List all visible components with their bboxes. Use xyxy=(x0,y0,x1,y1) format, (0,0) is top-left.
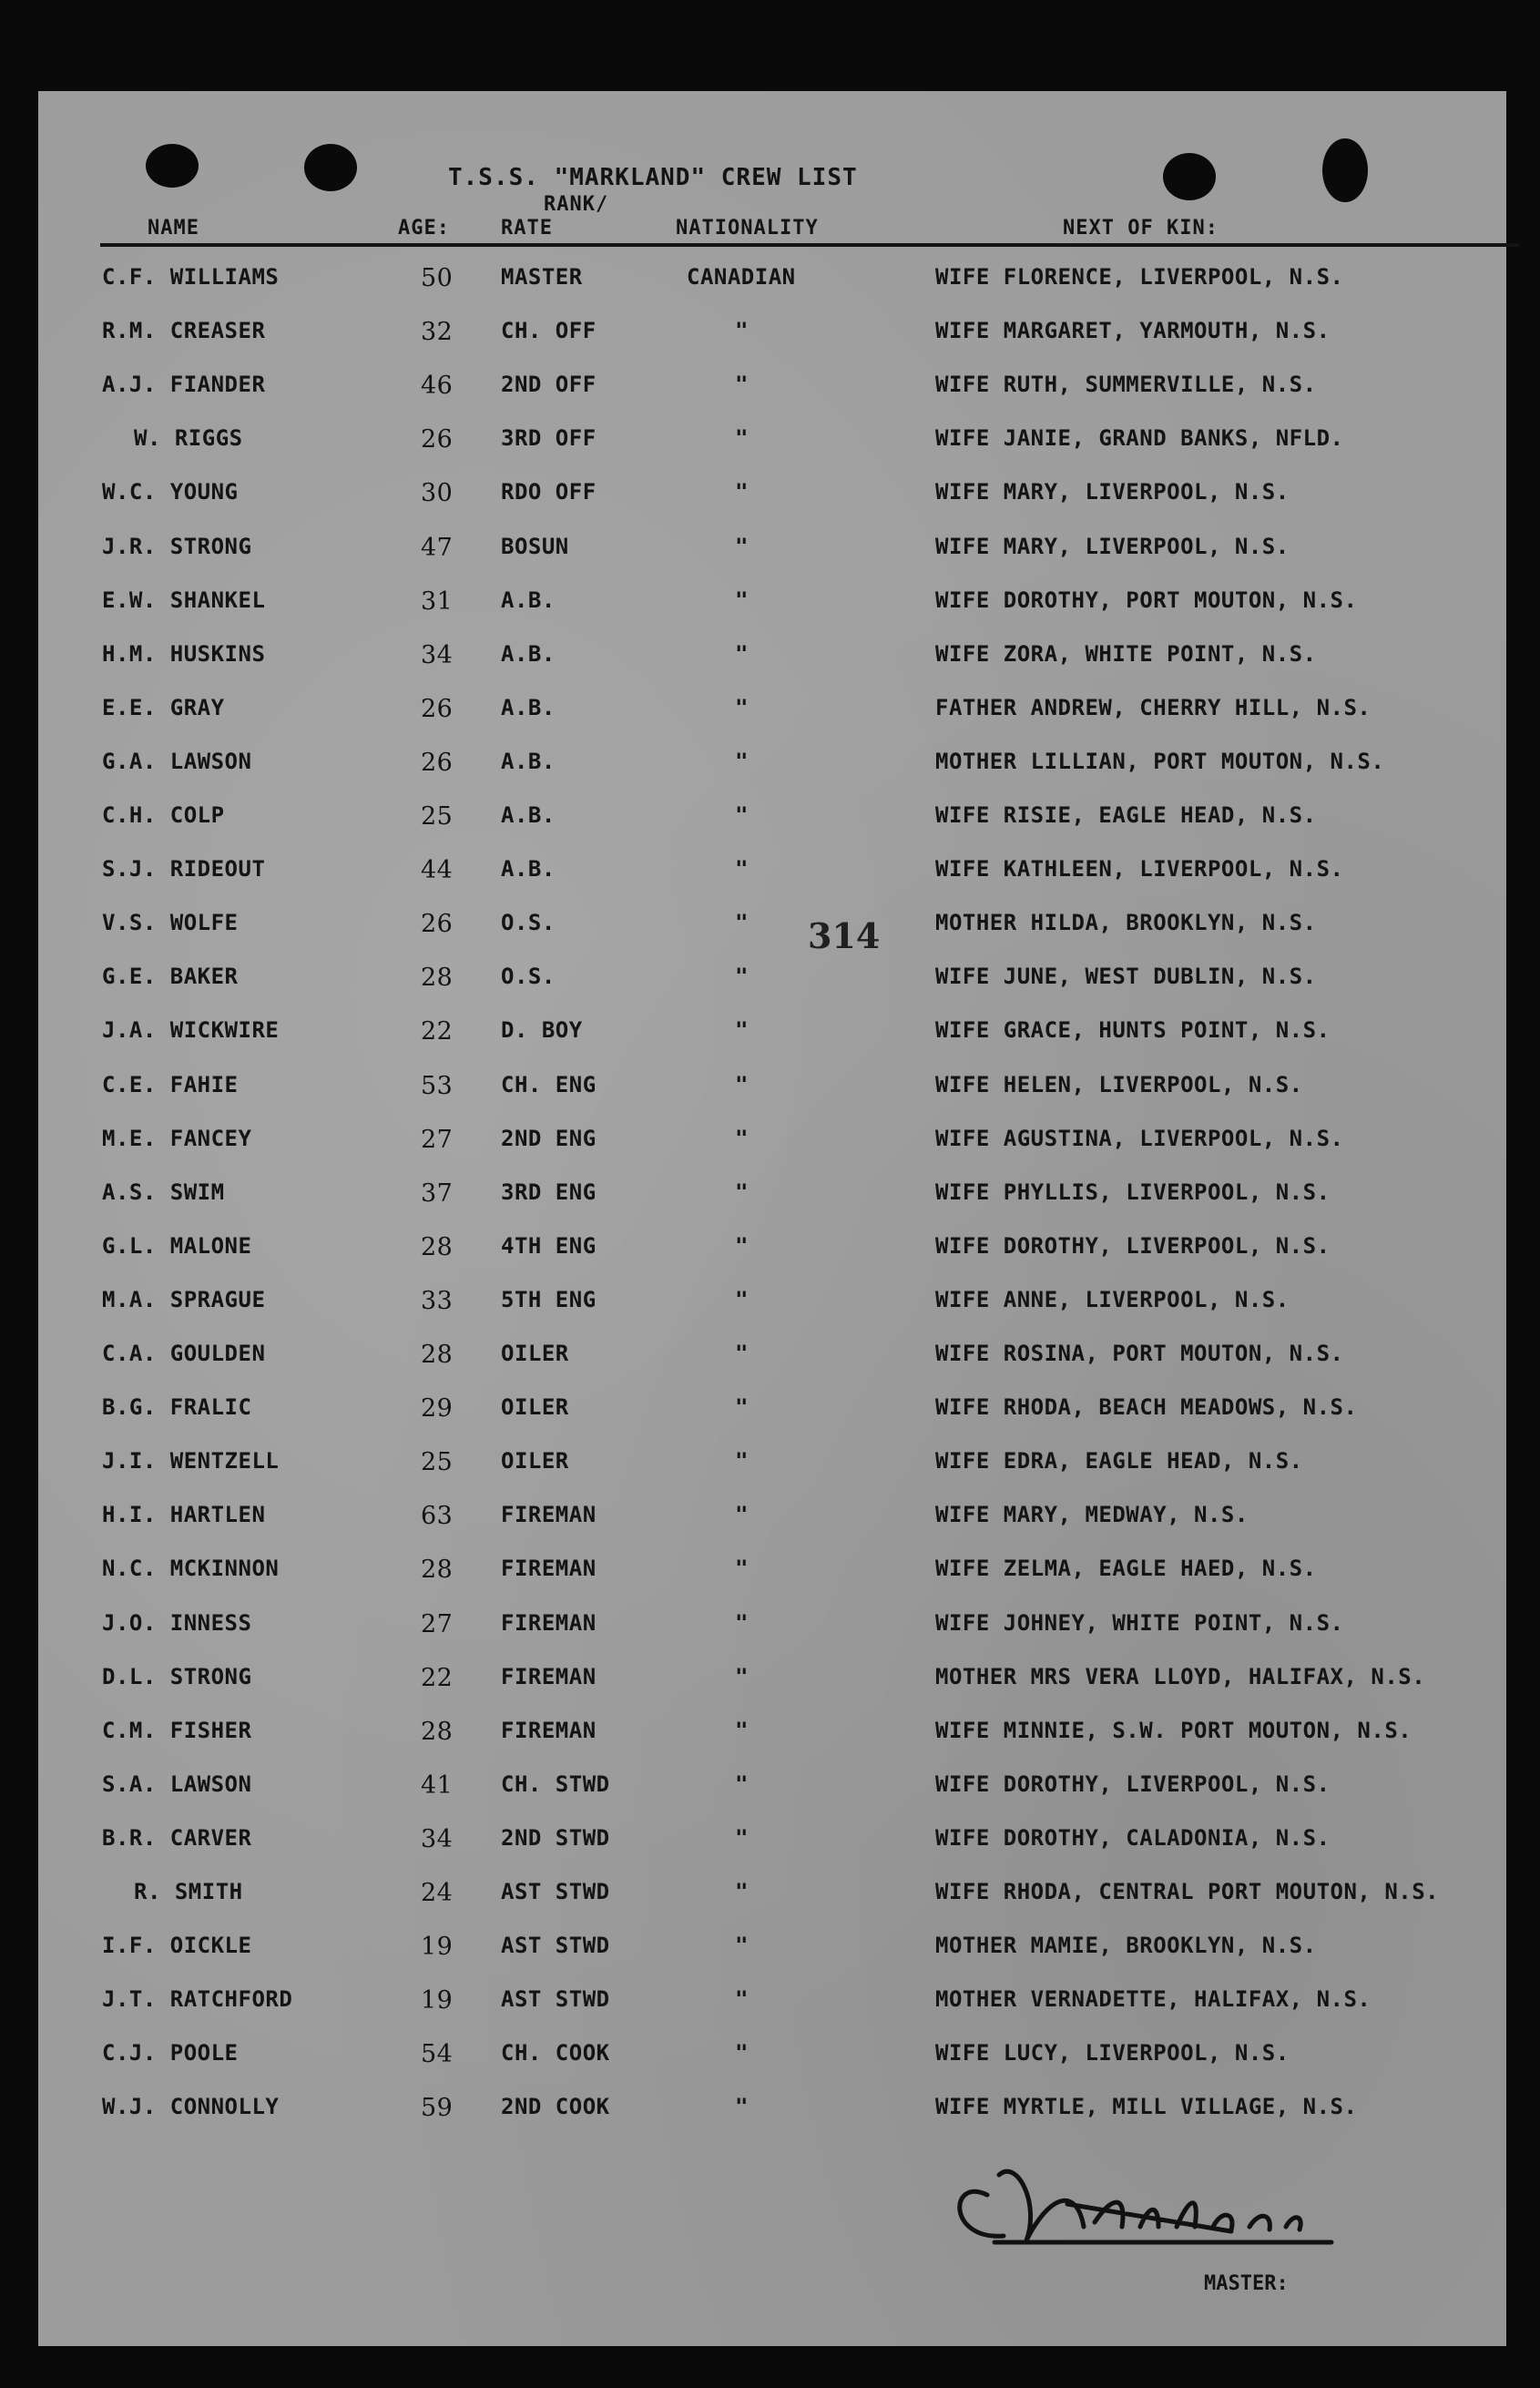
crew-rank: OILER xyxy=(501,1394,569,1421)
crew-next-of-kin: WIFE KATHLEEN, LIVERPOOL, N.S. xyxy=(935,856,1344,883)
crew-row xyxy=(38,856,1506,893)
crew-row xyxy=(38,1287,1506,1323)
crew-name: M.E. FANCEY xyxy=(102,1125,252,1151)
crew-rank: 2ND OFF xyxy=(501,372,597,398)
crew-next-of-kin: WIFE JOHNEY, WHITE POINT, N.S. xyxy=(935,1609,1344,1636)
crew-rank: CH. STWD xyxy=(501,1771,610,1797)
crew-next-of-kin: WIFE MARY, LIVERPOOL, N.S. xyxy=(935,479,1290,505)
crew-row xyxy=(38,1664,1506,1700)
column-header-rate: RATE xyxy=(501,217,553,240)
crew-age: 33 xyxy=(421,1286,454,1315)
crew-rank: FIREMAN xyxy=(501,1663,597,1689)
crew-next-of-kin: WIFE ZELMA, EAGLE HAED, N.S. xyxy=(935,1556,1317,1582)
crew-row xyxy=(38,1933,1506,1969)
crew-name: C.H. COLP xyxy=(102,802,225,828)
crew-rank: 2ND ENG xyxy=(501,1125,597,1151)
page-number-stamp: 314 xyxy=(808,915,881,956)
crew-rank: O.S. xyxy=(501,964,556,990)
crew-name: J.A. WICKWIRE xyxy=(102,1017,280,1044)
crew-nationality: " xyxy=(735,1017,749,1044)
crew-name: V.S. WOLFE xyxy=(102,910,239,936)
punch-hole xyxy=(1163,153,1216,200)
crew-next-of-kin: WIFE PHYLLIS, LIVERPOOL, N.S. xyxy=(935,1179,1331,1205)
crew-row xyxy=(38,802,1506,839)
crew-next-of-kin: WIFE MYRTLE, MILL VILLAGE, N.S. xyxy=(935,2094,1358,2120)
crew-name: W.C. YOUNG xyxy=(102,479,239,505)
crew-age: 25 xyxy=(421,1448,454,1477)
crew-rank: OILER xyxy=(501,1448,569,1475)
crew-row xyxy=(38,587,1506,624)
crew-row xyxy=(38,964,1506,1000)
crew-nationality: CANADIAN xyxy=(687,264,796,290)
crew-nationality: " xyxy=(735,1125,749,1151)
crew-age: 32 xyxy=(421,318,454,347)
crew-age: 54 xyxy=(421,2040,454,2069)
crew-age: 27 xyxy=(421,1609,454,1638)
crew-rank: 3RD OFF xyxy=(501,425,597,452)
crew-next-of-kin: MOTHER MAMIE, BROOKLYN, N.S. xyxy=(935,1933,1317,1959)
crew-nationality: " xyxy=(735,1448,749,1475)
crew-age: 22 xyxy=(421,1663,454,1692)
crew-nationality: " xyxy=(735,1071,749,1097)
crew-name: C.J. POOLE xyxy=(102,2040,239,2067)
crew-next-of-kin: WIFE MARY, LIVERPOOL, N.S. xyxy=(935,533,1290,559)
crew-age: 29 xyxy=(421,1394,454,1424)
crew-name: C.M. FISHER xyxy=(102,1717,252,1743)
crew-nationality: " xyxy=(735,372,749,398)
crew-name: W. RIGGS xyxy=(134,425,243,452)
crew-rank: AST STWD xyxy=(501,1986,610,2013)
crew-name: J.R. STRONG xyxy=(102,533,252,559)
crew-age: 28 xyxy=(421,1341,454,1369)
crew-rank: 2ND COOK xyxy=(501,2094,610,2120)
crew-name: H.M. HUSKINS xyxy=(102,640,266,667)
punch-hole xyxy=(1322,138,1368,202)
crew-rank: FIREMAN xyxy=(501,1717,597,1743)
crew-next-of-kin: WIFE RHODA, CENTRAL PORT MOUTON, N.S. xyxy=(935,1879,1440,1904)
crew-next-of-kin: MOTHER VERNADETTE, HALIFAX, N.S. xyxy=(935,1986,1372,2013)
document-title: T.S.S. "MARKLAND" CREW LIST xyxy=(448,164,858,191)
crew-name: E.W. SHANKEL xyxy=(102,587,266,613)
crew-rank: AST STWD xyxy=(501,1933,610,1959)
crew-rank: A.B. xyxy=(501,802,556,828)
crew-next-of-kin: FATHER ANDREW, CHERRY HILL, N.S. xyxy=(935,694,1372,720)
column-header-name: NAME xyxy=(148,217,199,240)
crew-name: J.O. INNESS xyxy=(102,1609,252,1636)
crew-age: 53 xyxy=(421,1071,454,1100)
crew-next-of-kin: WIFE DOROTHY, CALADONIA, N.S. xyxy=(935,1824,1331,1851)
crew-next-of-kin: WIFE ANNE, LIVERPOOL, N.S. xyxy=(935,1286,1290,1312)
crew-age: 46 xyxy=(421,372,454,401)
crew-name: J.T. RATCHFORD xyxy=(102,1986,293,2013)
crew-name: E.E. GRAY xyxy=(102,694,225,720)
crew-rank: OILER xyxy=(501,1341,569,1366)
crew-rank: MASTER xyxy=(501,264,583,290)
crew-name: G.L. MALONE xyxy=(102,1232,252,1259)
crew-nationality: " xyxy=(735,640,749,667)
punch-hole xyxy=(304,144,357,191)
crew-nationality: " xyxy=(735,1771,749,1797)
crew-name: B.R. CARVER xyxy=(102,1824,252,1851)
crew-nationality: " xyxy=(735,587,749,613)
crew-next-of-kin: WIFE MINNIE, S.W. PORT MOUTON, N.S. xyxy=(935,1717,1413,1743)
crew-name: A.J. FIANDER xyxy=(102,372,266,398)
crew-row xyxy=(38,641,1506,678)
crew-next-of-kin: WIFE AGUSTINA, LIVERPOOL, N.S. xyxy=(935,1125,1344,1151)
crew-nationality: " xyxy=(735,533,749,559)
crew-row xyxy=(38,1556,1506,1592)
crew-next-of-kin: WIFE RUTH, SUMMERVILLE, N.S. xyxy=(935,372,1317,398)
crew-name: C.F. WILLIAMS xyxy=(102,264,280,290)
crew-rank: BOSUN xyxy=(501,533,569,559)
crew-row xyxy=(38,2094,1506,2130)
crew-nationality: " xyxy=(735,1179,749,1205)
crew-age: 19 xyxy=(421,1933,454,1962)
crew-nationality: " xyxy=(735,1609,749,1636)
crew-next-of-kin: WIFE RISIE, EAGLE HEAD, N.S. xyxy=(935,802,1317,828)
master-signature xyxy=(931,2140,1350,2250)
crew-row xyxy=(38,1610,1506,1647)
crew-next-of-kin: WIFE MARGARET, YARMOUTH, N.S. xyxy=(935,318,1331,344)
crew-name: J.I. WENTZELL xyxy=(102,1448,280,1475)
crew-name: I.F. OICKLE xyxy=(102,1933,252,1959)
crew-age: 26 xyxy=(421,748,454,777)
document-page xyxy=(38,91,1506,2346)
crew-name: S.A. LAWSON xyxy=(102,1771,252,1797)
crew-nationality: " xyxy=(735,1933,749,1959)
crew-row xyxy=(38,534,1506,570)
crew-age: 34 xyxy=(421,640,454,669)
crew-rank: FIREMAN xyxy=(501,1556,597,1582)
crew-nationality: " xyxy=(735,1286,749,1312)
crew-rank: 2ND STWD xyxy=(501,1824,610,1851)
crew-row xyxy=(38,372,1506,408)
crew-age: 27 xyxy=(421,1125,454,1154)
crew-row xyxy=(38,1341,1506,1377)
master-signature-label: MASTER: xyxy=(1204,2272,1289,2295)
crew-age: 28 xyxy=(421,1717,454,1746)
crew-name: G.A. LAWSON xyxy=(102,748,252,774)
crew-nationality: " xyxy=(735,1232,749,1259)
crew-age: 31 xyxy=(421,587,454,616)
crew-nationality: " xyxy=(735,425,749,452)
crew-age: 28 xyxy=(421,1232,454,1261)
crew-next-of-kin: WIFE RHODA, BEACH MEADOWS, N.S. xyxy=(935,1394,1358,1421)
crew-age: 26 xyxy=(421,694,454,723)
column-header-age: AGE: xyxy=(398,217,450,240)
crew-name: S.J. RIDEOUT xyxy=(102,856,266,883)
crew-name: W.J. CONNOLLY xyxy=(102,2094,280,2120)
crew-nationality: " xyxy=(735,748,749,774)
crew-row xyxy=(38,2040,1506,2077)
crew-next-of-kin: WIFE LUCY, LIVERPOOL, N.S. xyxy=(935,2040,1290,2067)
crew-age: 34 xyxy=(421,1824,454,1853)
crew-row xyxy=(38,695,1506,731)
crew-name: N.C. MCKINNON xyxy=(102,1556,280,1582)
crew-rank: A.B. xyxy=(501,748,556,774)
crew-row xyxy=(38,1825,1506,1862)
crew-age: 25 xyxy=(421,802,454,831)
crew-rank: A.B. xyxy=(501,694,556,720)
crew-rank: CH. COOK xyxy=(501,2040,610,2067)
crew-rank: A.B. xyxy=(501,587,556,613)
crew-next-of-kin: MOTHER HILDA, BROOKLYN, N.S. xyxy=(935,910,1317,936)
crew-row xyxy=(38,1986,1506,2023)
crew-age: 59 xyxy=(421,2094,454,2123)
crew-nationality: " xyxy=(735,1824,749,1851)
crew-rank: O.S. xyxy=(501,910,556,936)
crew-age: 47 xyxy=(421,533,454,562)
crew-next-of-kin: WIFE MARY, MEDWAY, N.S. xyxy=(935,1502,1249,1528)
punch-hole xyxy=(146,144,199,188)
crew-nationality: " xyxy=(735,2094,749,2120)
crew-next-of-kin: WIFE ZORA, WHITE POINT, N.S. xyxy=(935,640,1317,667)
crew-next-of-kin: WIFE HELEN, LIVERPOOL, N.S. xyxy=(935,1071,1303,1097)
crew-nationality: " xyxy=(735,910,749,936)
crew-name: R. SMITH xyxy=(134,1879,243,1904)
crew-row xyxy=(38,1072,1506,1108)
crew-rank: FIREMAN xyxy=(501,1609,597,1636)
crew-nationality: " xyxy=(735,1879,749,1904)
crew-row xyxy=(38,1879,1506,1915)
crew-nationality: " xyxy=(735,802,749,828)
crew-rank: AST STWD xyxy=(501,1879,610,1904)
crew-row xyxy=(38,1179,1506,1216)
crew-nationality: " xyxy=(735,1502,749,1528)
crew-row xyxy=(38,479,1506,515)
column-header-next-of-kin: NEXT OF KIN: xyxy=(1063,217,1219,240)
crew-name: M.A. SPRAGUE xyxy=(102,1286,266,1312)
crew-next-of-kin: WIFE DOROTHY, LIVERPOOL, N.S. xyxy=(935,1771,1331,1797)
crew-nationality: " xyxy=(735,2040,749,2067)
crew-row xyxy=(38,1448,1506,1485)
crew-age: 19 xyxy=(421,1986,454,2016)
crew-age: 63 xyxy=(421,1502,454,1531)
crew-nationality: " xyxy=(735,479,749,505)
crew-rank: 4TH ENG xyxy=(501,1232,597,1259)
crew-age: 28 xyxy=(421,964,454,993)
crew-name: B.G. FRALIC xyxy=(102,1394,252,1421)
crew-next-of-kin: WIFE JUNE, WEST DUBLIN, N.S. xyxy=(935,964,1317,990)
crew-age: 26 xyxy=(421,910,454,939)
crew-next-of-kin: WIFE FLORENCE, LIVERPOOL, N.S. xyxy=(935,264,1344,290)
crew-row xyxy=(38,318,1506,354)
crew-row xyxy=(38,264,1506,301)
crew-rank: 3RD ENG xyxy=(501,1179,597,1205)
crew-name: D.L. STRONG xyxy=(102,1663,252,1689)
crew-row xyxy=(38,1771,1506,1808)
crew-name: H.I. HARTLEN xyxy=(102,1502,266,1528)
crew-age: 37 xyxy=(421,1179,454,1208)
crew-next-of-kin: WIFE DOROTHY, LIVERPOOL, N.S. xyxy=(935,1232,1331,1259)
crew-row xyxy=(38,1502,1506,1538)
header-rule xyxy=(100,243,1519,247)
column-header-nationality: NATIONALITY xyxy=(676,217,819,240)
crew-next-of-kin: MOTHER MRS VERA LLOYD, HALIFAX, N.S. xyxy=(935,1663,1426,1689)
crew-next-of-kin: MOTHER LILLIAN, PORT MOUTON, N.S. xyxy=(935,748,1385,774)
crew-age: 44 xyxy=(421,856,454,885)
crew-name: A.S. SWIM xyxy=(102,1179,225,1205)
crew-age: 30 xyxy=(421,479,454,508)
crew-rank: 5TH ENG xyxy=(501,1286,597,1312)
crew-row xyxy=(38,1718,1506,1754)
crew-nationality: " xyxy=(735,1556,749,1582)
crew-rank: D. BOY xyxy=(501,1017,583,1044)
crew-next-of-kin: WIFE JANIE, GRAND BANKS, NFLD. xyxy=(935,425,1344,452)
crew-name: G.E. BAKER xyxy=(102,964,239,990)
crew-rank: A.B. xyxy=(501,640,556,667)
crew-nationality: " xyxy=(735,1717,749,1743)
crew-nationality: " xyxy=(735,964,749,990)
crew-row xyxy=(38,1017,1506,1054)
crew-age: 26 xyxy=(421,425,454,454)
crew-row xyxy=(38,425,1506,462)
crew-nationality: " xyxy=(735,856,749,883)
crew-next-of-kin: WIFE ROSINA, PORT MOUTON, N.S. xyxy=(935,1341,1344,1366)
crew-rank: FIREMAN xyxy=(501,1502,597,1528)
crew-row xyxy=(38,1233,1506,1270)
crew-row xyxy=(38,910,1506,946)
crew-name: C.A. GOULDEN xyxy=(102,1341,266,1366)
crew-rank: A.B. xyxy=(501,856,556,883)
crew-nationality: " xyxy=(735,1341,749,1366)
crew-age: 22 xyxy=(421,1017,454,1046)
crew-nationality: " xyxy=(735,694,749,720)
crew-age: 24 xyxy=(421,1879,454,1907)
crew-next-of-kin: WIFE EDRA, EAGLE HEAD, N.S. xyxy=(935,1448,1303,1475)
crew-nationality: " xyxy=(735,318,749,344)
column-header-rank: RANK/ xyxy=(544,193,609,216)
crew-row xyxy=(38,749,1506,785)
crew-name: R.M. CREASER xyxy=(102,318,266,344)
crew-nationality: " xyxy=(735,1986,749,2013)
crew-age: 28 xyxy=(421,1556,454,1585)
crew-row xyxy=(38,1394,1506,1431)
crew-age: 50 xyxy=(421,264,454,292)
crew-nationality: " xyxy=(735,1394,749,1421)
crew-rank: RDO OFF xyxy=(501,479,597,505)
crew-next-of-kin: WIFE GRACE, HUNTS POINT, N.S. xyxy=(935,1017,1331,1044)
crew-nationality: " xyxy=(735,1663,749,1689)
crew-row xyxy=(38,1126,1506,1162)
crew-name: C.E. FAHIE xyxy=(102,1071,239,1097)
crew-rank: CH. ENG xyxy=(501,1071,597,1097)
crew-next-of-kin: WIFE DOROTHY, PORT MOUTON, N.S. xyxy=(935,587,1358,613)
crew-age: 41 xyxy=(421,1771,454,1800)
crew-rank: CH. OFF xyxy=(501,318,597,344)
